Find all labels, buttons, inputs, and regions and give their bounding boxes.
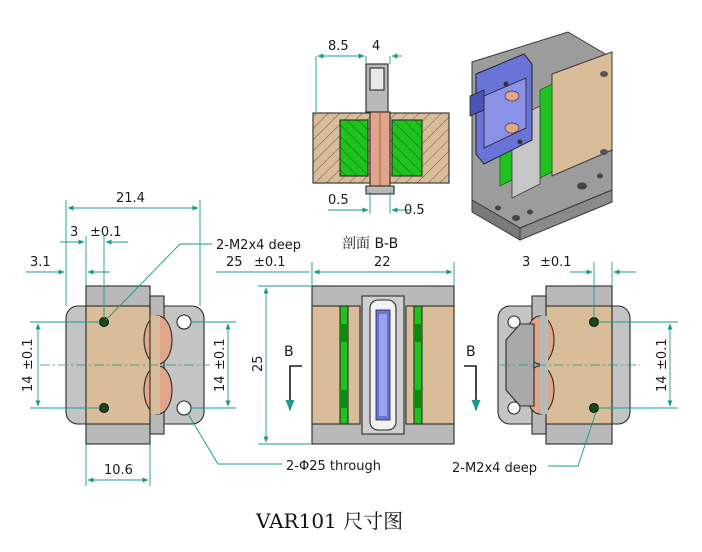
left-dim-right-spacing-tol: ±0.1: [213, 338, 228, 370]
isometric-render: [470, 32, 612, 240]
section-view: [313, 39, 449, 252]
section-label: 剖面 B-B: [342, 236, 399, 252]
front-dim-height: 25: [251, 355, 266, 372]
left-dim-body-width: 10.6: [104, 463, 133, 478]
left-dim-hole-offset-tol: ±0.1: [90, 225, 122, 240]
front-dim-hole-pitch-tol: ±0.1: [254, 255, 286, 270]
right-dim-hole-spacing: 14: [655, 375, 670, 392]
right-view: [452, 255, 678, 476]
left-note-through: 2-Φ25 through: [286, 459, 381, 474]
left-dim-right-spacing: 14: [213, 375, 228, 392]
left-dim-hole-offset: 3: [70, 225, 79, 240]
left-note-tapped: 2-M2x4 deep: [216, 238, 302, 253]
front-dim-width: 22: [374, 255, 391, 270]
right-dim-hole-offset: 3: [522, 255, 531, 270]
section-mark-right: B: [466, 344, 476, 360]
left-dim-edge-offset: 3.1: [30, 255, 51, 270]
front-dim-hole-pitch: 25: [226, 255, 243, 270]
section-mark-left: B: [284, 344, 294, 360]
section-dim-gap-right: 0.5: [404, 203, 425, 218]
right-note-tapped: 2-M2x4 deep: [452, 461, 538, 476]
left-dim-hole-spacing-tol: ±0.1: [21, 338, 36, 370]
right-dim-hole-offset-tol: ±0.1: [540, 255, 572, 270]
section-dim-width-b: 4: [372, 39, 381, 54]
section-dim-gap-left: 0.5: [328, 193, 349, 208]
right-dim-hole-spacing-tol: ±0.1: [655, 338, 670, 370]
section-dim-width-a: 8.5: [328, 39, 349, 54]
left-dim-overall-width: 21.4: [116, 191, 145, 206]
drawing-caption: VAR101 尺寸图: [256, 509, 404, 533]
front-view: [216, 255, 476, 444]
left-dim-hole-spacing: 14: [21, 375, 36, 392]
